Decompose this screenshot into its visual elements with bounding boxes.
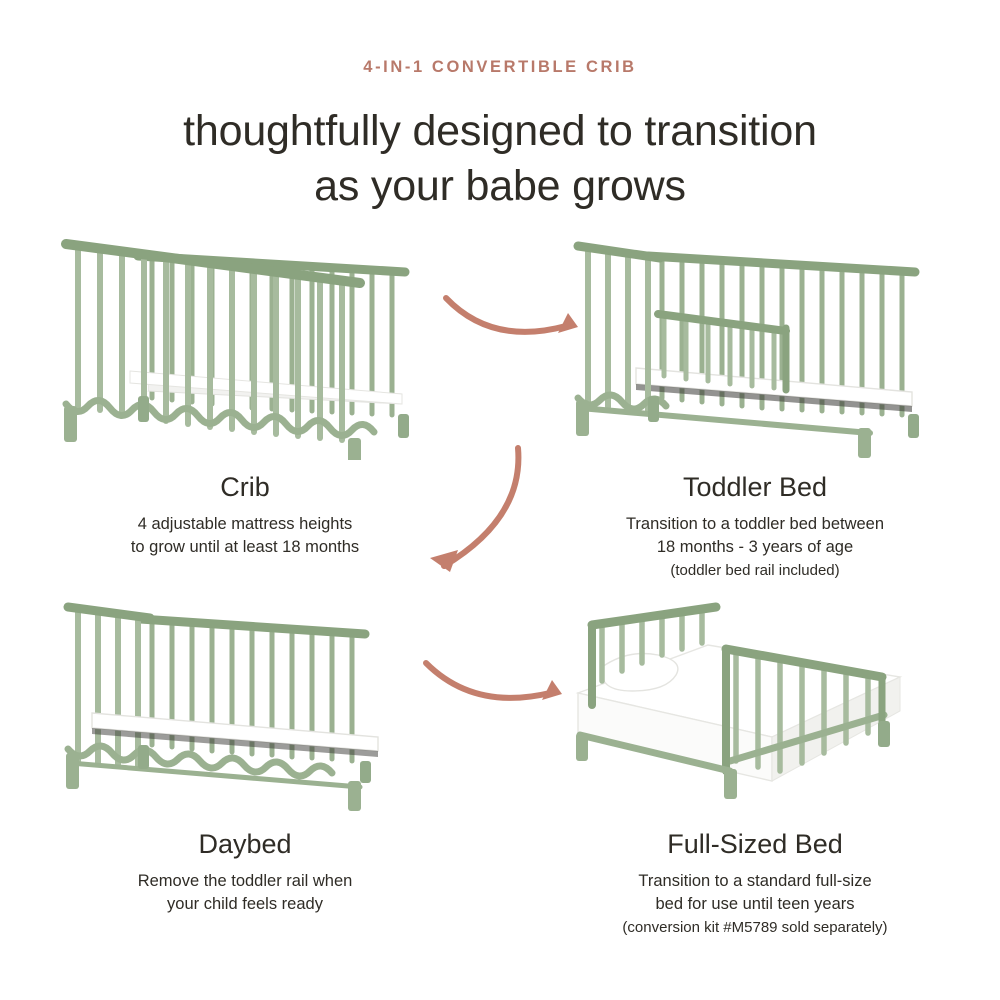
stage-daybed: [30, 585, 460, 917]
stage-toddler-bed-desc-line-2: 18 months - 3 years of age: [656, 538, 854, 557]
stage-crib-desc-line-2: to grow until at least 18 months: [130, 538, 360, 557]
stage-toddler-bed-note: (toddler bed rail included): [670, 561, 840, 579]
stage-daybed-desc-line-1: Remove the toddler rail when: [137, 872, 353, 890]
stage-crib-description: [30, 513, 460, 560]
stage-toddler-bed-description: [540, 513, 970, 581]
stage-crib-label: Crib: [220, 472, 270, 502]
toddler-bed-drawing: [540, 228, 970, 460]
stage-crib-desc-line-1: 4 adjustable mattress heights: [137, 515, 353, 533]
arrow-crib-to-toddler-icon: [440, 290, 600, 365]
crib-illustration: [30, 228, 460, 460]
stage-toddler-bed-desc-line-1: Transition to a toddler bed between: [625, 515, 885, 533]
stage-toddler-bed: [540, 228, 970, 581]
full-bed-drawing: [540, 585, 970, 817]
arrow-daybed-to-full-icon: [420, 655, 590, 730]
stage-full-sized-bed: [540, 585, 970, 938]
stage-full-sized-bed-desc-line-2: bed for use until teen years: [655, 895, 855, 914]
stage-daybed-desc-line-2: your child feels ready: [167, 895, 323, 914]
stage-crib: [30, 228, 460, 560]
stage-daybed-label: Daybed: [198, 829, 292, 859]
stage-full-sized-bed-description: [540, 870, 970, 938]
daybed-drawing: [30, 585, 460, 817]
toddler-bed-illustration: [540, 228, 970, 460]
stage-daybed-description: [30, 870, 460, 917]
stage-full-sized-bed-desc-line-1: Transition to a standard full-size: [638, 872, 872, 890]
headline-line-1: thoughtfully designed to transition: [183, 107, 817, 155]
stage-toddler-bed-label: Toddler Bed: [682, 472, 828, 502]
arrow-toddler-to-daybed-icon: [400, 440, 530, 605]
daybed-illustration: [30, 585, 460, 817]
page-title: [0, 104, 1000, 214]
stage-full-sized-bed-note: (conversion kit #M5789 sold separately): [622, 918, 888, 936]
stage-full-sized-bed-label: Full-Sized Bed: [667, 829, 843, 859]
full-bed-illustration: [540, 585, 970, 817]
headline-line-2: as your babe grows: [314, 162, 686, 211]
crib-drawing: [30, 228, 460, 460]
eyebrow-text: 4-IN-1 CONVERTIBLE CRIB: [363, 58, 637, 76]
